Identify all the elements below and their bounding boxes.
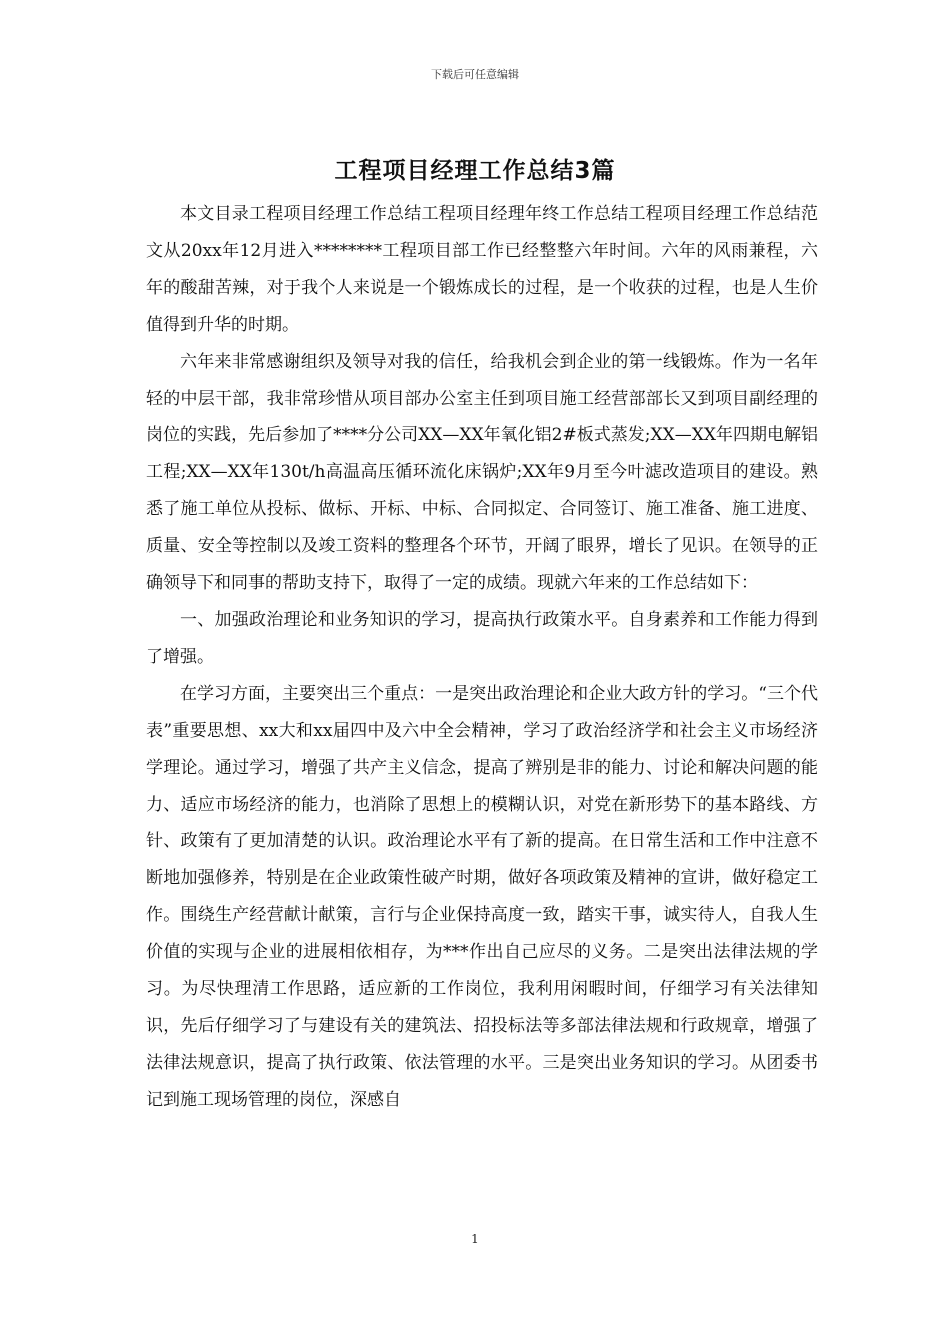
paragraph-study: 在学习方面，主要突出三个重点：一是突出政治理论和企业大政方针的学习。“三个代表”重要思想、xx大和xx届四中及六中全会精神，学习了政治经济学和社会主义市场经济学理论。通过学习，增强了共产主义信念，提高了辨别是非的能力、讨论和解决问题的能力、适应市场经济的能力，也消除了思想上的模糊认识，对党在新形势下的基本路线、方针、政策有了更加清楚的认识。政治理论水平有了新的提高。在日常生活和工作中注意不断地加强修养，特别是在企业政策性破产时期，做好各项政策及精神的宣讲，做好稳定工作。围绕生产经营献计献策，言行与企业保持高度一致，踏实干事，诚实待人，自我人生价值的实现与企业的进展相依相存，为***作出自己应尽的义务。二是突出法律法规的学习。为尽快理清工作思路，适应新的工作岗位，我利用闲暇时间，仔细学习有关法律知识，先后仔细学习了与建设有关的建筑法、招投标法等多部法律法规和行政规章，增强了法律法规意识，提高了执行政策、依法管理的水平。三是突出业务知识的学习。从团委书记到施工现场管理的岗位，深感自 [146, 683, 818, 1110]
page-number: 1 [471, 1232, 479, 1246]
document-body [146, 196, 818, 1119]
paragraph-intro: 本文目录工程项目经理工作总结工程项目经理年终工作总结工程项目经理工作总结范文从20xx年12月进入********工程项目部工作已经整整六年时间。六年的风雨兼程，六年的酸甜苦辣，对于我个人来说是一个锻炼成长的过程，是一个收获的过程，也是人生价值得到升华的时期。 [146, 204, 818, 335]
document-title: 工程项目经理工作总结3篇 [334, 158, 616, 184]
paragraph-section-one-heading: 一、加强政治理论和业务知识的学习，提高执行政策水平。自身素养和工作能力得到了增强。 [146, 609, 818, 667]
paragraph-experience: 六年来非常感谢组织及领导对我的信任，给我机会到企业的第一线锻炼。作为一名年轻的中层干部，我非常珍惜从项目部办公室主任到项目施工经营部部长又到项目副经理的岗位的实践，先后参加了****分公司XX—XX年氧化铝2#板式蒸发;XX—XX年四期电解铝工程;XX—XX年130t/h高温高压循环流化床锅炉;XX年9月至今叶滤改造项目的建设。熟悉了施工单位从投标、做标、开标、中标、合同拟定、合同签订、施工准备、施工进度、质量、安全等控制以及竣工资料的整理各个环节，开阔了眼界，增长了见识。在领导的正确领导下和同事的帮助支持下，取得了一定的成绩。现就六年来的工作总结如下： [146, 351, 818, 594]
page-header-note: 下载后可任意编辑 [431, 68, 519, 81]
